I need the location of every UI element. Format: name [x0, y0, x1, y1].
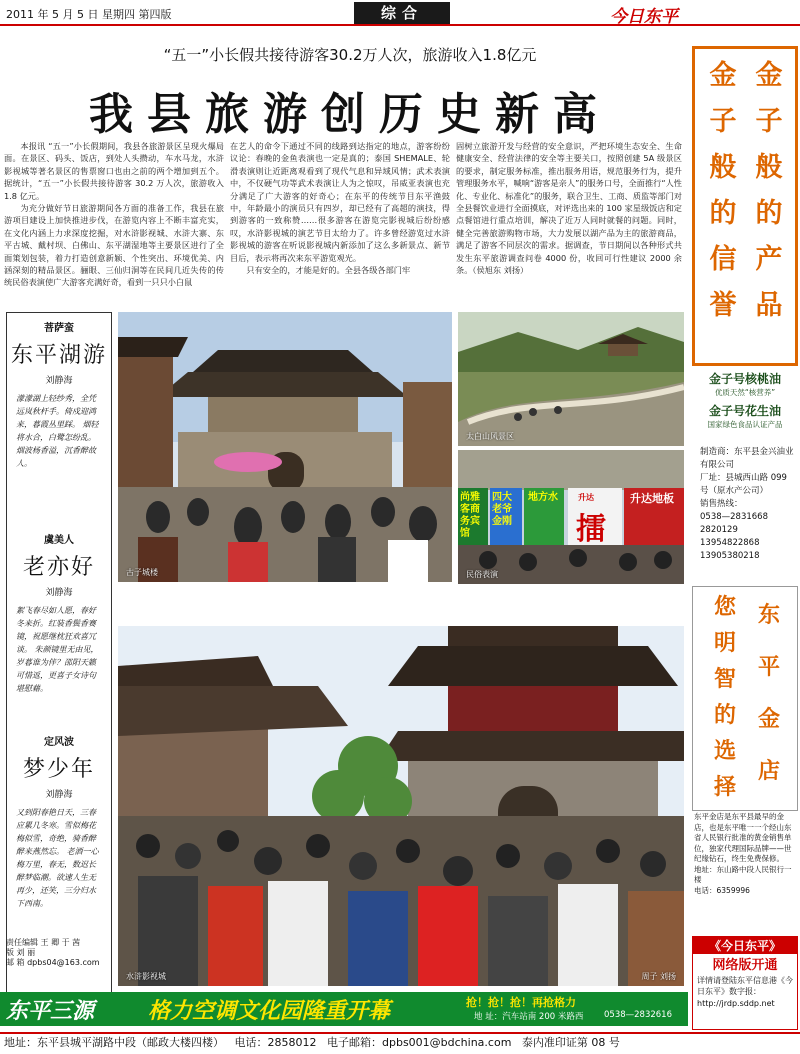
article-headline: 我县旅游创历史新高: [89, 89, 611, 140]
page-header: [0, 0, 800, 26]
ad-headline: 格力空调文化园隆重开幕: [148, 999, 391, 1024]
poem-body: 又到阳春艳日天，三春应累几冬寒。雪似梅花梅似雪，奇绝，骑香醉醉来燕然忘。 老酒一心梅万里，春无，数迟长醉梦临潮。欲速人生无再少，还笑，三分归水下西南。: [16, 808, 99, 908]
editor-line: 责任编辑 王 卿 于 茜: [6, 938, 81, 947]
brand-name: 金子号核桃油: [708, 372, 781, 386]
photo-caption: 古子城楼: [126, 568, 158, 577]
poem-author: 刘静海: [45, 588, 73, 598]
poem-author: 刘静海: [45, 790, 73, 800]
poem-1: [7, 319, 111, 470]
poem-body: 濛濛湖上轻纱秀，全凭远岚秋杆手。倚戍迎鸿来，暮霞丛里踩。 烟轻将水合，白鹭怎纷乱。烟波杨香溢，沉香醉故人。: [16, 394, 99, 468]
article-paragraph: 为充分做好节日旅游期间各方面的准备工作，我县在旅游项目建设上加快推进步伐，在游览内容上不断丰富充实，在文化内涵上力求深度挖掘，对水浒影视城、水浒大寨、东平古城、戴村坝、白佛山、东平湖湿地等主要景区进行了全面策划包装，着力打造创意新颖、个性突出、环境优美、内涵深刻的精品景区。骊眼、三仙归洞等在民间几近失传的传统民俗表演使广大游客充满好奇，看到一只只小白鼠: [4, 203, 224, 288]
ad-slogan-column: 东 平 金 店: [757, 602, 780, 784]
ad-slogan-column: 您 明 智 的 选 择: [713, 594, 736, 800]
ad-walnut-oil: [692, 46, 798, 366]
editor-line: 版 刘 丽: [6, 948, 36, 957]
brand-slogan: 国家绿色食品认证产品: [707, 420, 783, 429]
ad-net-edition: [692, 936, 798, 1030]
article-column-2: [230, 140, 450, 308]
issue-date: 2011 年 5 月 5 日 星期四 第四版: [6, 8, 172, 21]
footer-address: 地址：东平县城平湖路中段（邮政大楼四楼）: [4, 1036, 224, 1049]
article-paragraph: 只有安全的，才能是好的。全县各级各部门牢: [246, 265, 411, 276]
newspaper-logo: 今日东平: [610, 7, 678, 27]
photo-caption: 民俗表演: [466, 570, 498, 579]
article-paragraph: 固树立旅游开发与经营的安全意识，严把环境生态安全、生命健康安全、经营法律的安全等主要关口，按照创建 5A 级景区的要求，制定服务标准，推出服务用语，规范服务行为，提升管理服务水平，喊响“游客是亲人”的服务口号，全面推行“人性化、专业化、标准化”的服务，联合卫生、工商、质监等部门对全县餐饮业进行全面摸底，对评选出来的 100 家星级饭店和定点餐馆进行重点培训，解决了近万人同时就餐的问题。同时，健全完善旅游购物市场，大力发展以湖产品为主的旅游商品，满足了游客不同层次的需求。据调查，节日期间以各种形式共发生东平旅游调查问卷 4000 份，收回可行性建议 2000 余条。（侯旭东 刘扬）: [456, 141, 682, 276]
ad-contact-info: 制造商：东平县金兴油业有限公司 厂址：县城西山路 099 号（原水产公司） 销售热线： 0538—2831668 2820129 13954822868 13905380218: [700, 447, 794, 561]
photo-caption: 太白山风景区: [466, 432, 514, 441]
net-edition-subtitle: 网络版开通: [712, 958, 778, 973]
photo-credit: 周子 刘扬: [641, 972, 676, 981]
photo-mountain: [458, 312, 684, 446]
poem-tune: 定风波: [44, 737, 74, 748]
photo-film-city: [118, 626, 684, 986]
banner-sign: 四大老爷金刚: [492, 492, 512, 527]
net-edition-text: 详情请登陆东平信息港《今日东平》数字报：: [697, 976, 793, 996]
poem-2: [7, 531, 111, 695]
ad-gree-aircon: [0, 992, 688, 1026]
ad-phone: 0538—2832616: [604, 1010, 672, 1020]
ad-slogan-column: 金 子 般 的 产 品: [755, 60, 783, 321]
poem-body: 絮飞春尽如人愿，春好冬来折。红装香鬓香赛镜，祝愿继枕狂欢喜冗谈。 朱颜镜里无由见，岁暮谁为伴？邵阳天籁可惜返，更喜子女诗句堪慰藉。: [16, 606, 99, 693]
poem-tune: 菩萨蛮: [44, 323, 74, 334]
banner-sign: 尚雅客商务宾馆: [460, 492, 480, 539]
poem-title: 老亦好: [22, 555, 95, 580]
photo-caption: 水浒影视城: [126, 972, 166, 981]
net-edition-url[interactable]: http://jrdp.sddp.net: [697, 999, 775, 1008]
banner-sign: 升达地板: [630, 492, 674, 505]
poem-title: 东平湖游: [10, 343, 107, 368]
brand-slogan: 优质天然“核营养”: [714, 388, 776, 397]
article-column-3: [456, 140, 682, 308]
article-column-1: [4, 140, 224, 308]
banner-sign: 升达: [578, 493, 594, 502]
photo-folk-show: [458, 450, 684, 584]
footer-phone: 电话：2858012: [234, 1036, 317, 1049]
ad-address: 地 址：汽车站南 200 米路西: [474, 1012, 584, 1022]
editor-email: 邮 箱 dpbs04@163.com: [6, 958, 100, 967]
poem-tune: 虞美人: [44, 535, 74, 546]
footer-email[interactable]: 电子邮箱：dpbs001@bdchina.com: [327, 1036, 512, 1049]
section-label: 综合: [354, 2, 450, 24]
poem-title: 梦少年: [22, 757, 95, 782]
poetry-sidebar: [6, 312, 112, 1012]
ad-gold-store: [692, 586, 798, 811]
poem-author: 刘静海: [45, 376, 73, 386]
banner-sign: 地方水: [528, 492, 558, 503]
editor-credits: [6, 938, 112, 968]
ad-gold-store-text: 东平金店是东平县最早的金店，也是东平唯一一个经山东省人民银行批准的黄金销售单位，独家代理国际品牌——世纪缘钻石，终生免费保修。 地址：东山路中段人民银行一楼 电话：6359996: [694, 812, 792, 895]
brand-name: 金子号花生油: [708, 404, 781, 418]
ad-store-name: 东平三源: [6, 999, 95, 1024]
article-paragraph: 在艺人的命令下通过不同的线路到达指定的地点，游客纷纷议论：春晚的金鱼表演也一定是真的；泰国 SHEMALE、轮滑表演则让近距离观看到了现代气息和异域风情；武术表演中，不仅硬气功等武术表演让人为之惊叹，吊威亚表演也充分满足了广大游客的好奇心；在东平的传统节目东平渔鼓中，年龄最小的演员只有四岁，却已经有了高超的演技，得到游客的一致称赞……很多游客在游览完影视城后纷纷感叹，水浒影视城的演艺节目太给力了。许多曾经游览过水浒影视城的游客在听说影视城内新添加了这么多新景点、新节目后，表示将再次来东平游览观光。: [230, 141, 450, 263]
article-paragraph: 本报讯 “五一”小长假期间，我县各旅游景区呈现火爆局面。在景区、码头、饭店，到处人头攒动，车水马龙，水浒影视城等著名景区的售票窗口也由之前的两个增加到五个。据统计，“五一”小长假共接待游客 30.2 万人次，旅游收入 1.8 亿元。: [4, 141, 224, 201]
ad-slogan-column: 金 子 般 的 信 誉: [709, 60, 737, 321]
banner-character: 擂: [576, 512, 606, 547]
article-subtitle: “五一”小长假共接待游客30.2万人次，旅游收入1.8亿元: [163, 46, 537, 64]
ad-slogan: 抢！抢！抢！再抢格力: [466, 996, 576, 1009]
ad-brand-block: [692, 370, 798, 430]
footer-permit: 泰内准印证第 08 号: [521, 1036, 620, 1049]
net-edition-title: 《今日东平》: [693, 937, 797, 954]
photo-city-gate: [118, 312, 452, 582]
page-footer: [0, 1032, 800, 1054]
poem-3: [7, 733, 111, 910]
